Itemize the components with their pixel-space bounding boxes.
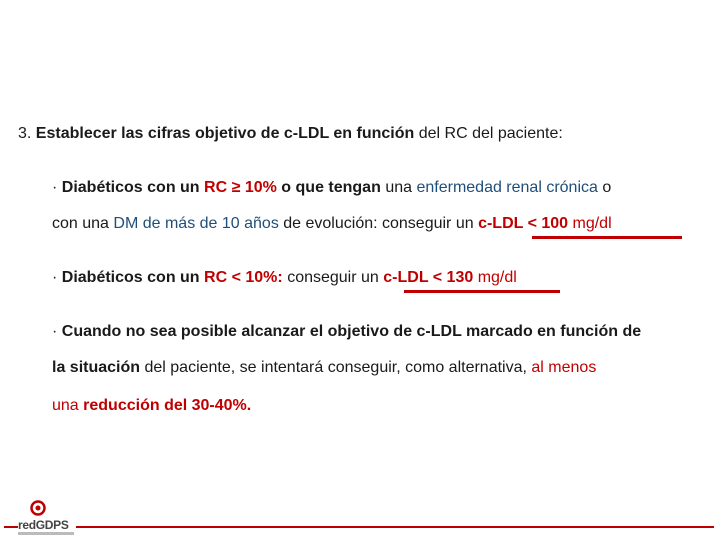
logo-text: redGDPS [18,518,69,532]
bullet-1-ldl-unit: mg/dl [572,215,612,232]
ldl-130-underline [404,290,560,293]
bullet-3-reduction: reducción del 30-40%. [83,397,252,414]
bullet-3-al-menos: al menos [531,359,597,376]
bullet-3-bold-a: la situación [52,359,141,376]
footer-rule [76,526,714,528]
bullet-1-dm-years: DM de más de 10 años [113,215,279,232]
bullet-3-line-1 [52,322,641,342]
bullet-1-normal-d: una [385,179,413,196]
ldl-100-underline [532,236,682,239]
bullet-1-bold-a: Diabéticos con un [61,179,200,196]
bullet-2-ldl-unit: mg/dl [477,269,517,286]
bullet-marker: · [52,179,58,196]
bullet-1-line2-b: de evolución: conseguir un [283,215,474,232]
bullet-2-line [52,268,517,288]
bullet-3-line-2 [52,358,596,378]
bullet-1-rc-threshold: RC ≥ 10% [204,179,277,196]
bullet-3-una: una [52,397,79,414]
bullet-1-line-2 [52,214,612,234]
bullet-1-renal-disease: enfermedad renal crónica [416,179,598,196]
heading-number: 3. [18,125,32,142]
bullet-3-bold-line1: Cuando no sea posible alcanzar el objetivo de c-LDL marcado en función de [61,323,642,340]
logo-red-bar [4,526,18,528]
bullet-1-line2-a: con una [52,215,109,232]
bullet-marker: · [52,269,58,286]
heading-bold-text: Establecer las cifras objetivo de c-LDL en función [35,125,415,142]
bullet-1-normal-f: o [602,179,612,196]
logo-tagline-bar [18,532,74,535]
bullet-1-line-1 [52,178,611,198]
bullet-1-bold-c: o que tengan [281,179,381,196]
bullet-3-line-3 [52,396,251,416]
section-heading [18,124,563,144]
bullet-2-ldl-target: c-LDL < 130 [383,269,474,286]
heading-normal-text: del RC del paciente: [418,125,563,142]
bullet-marker: · [52,323,58,340]
bullet-2-rc-threshold: RC < 10%: [204,269,283,286]
bullet-2-normal-c: conseguir un [287,269,379,286]
bullet-2-bold-a: Diabéticos con un [61,269,200,286]
bullet-3-normal-b: del paciente, se intentará conseguir, como alternativa, [144,359,527,376]
bullet-1-ldl-target: c-LDL < 100 [478,215,569,232]
